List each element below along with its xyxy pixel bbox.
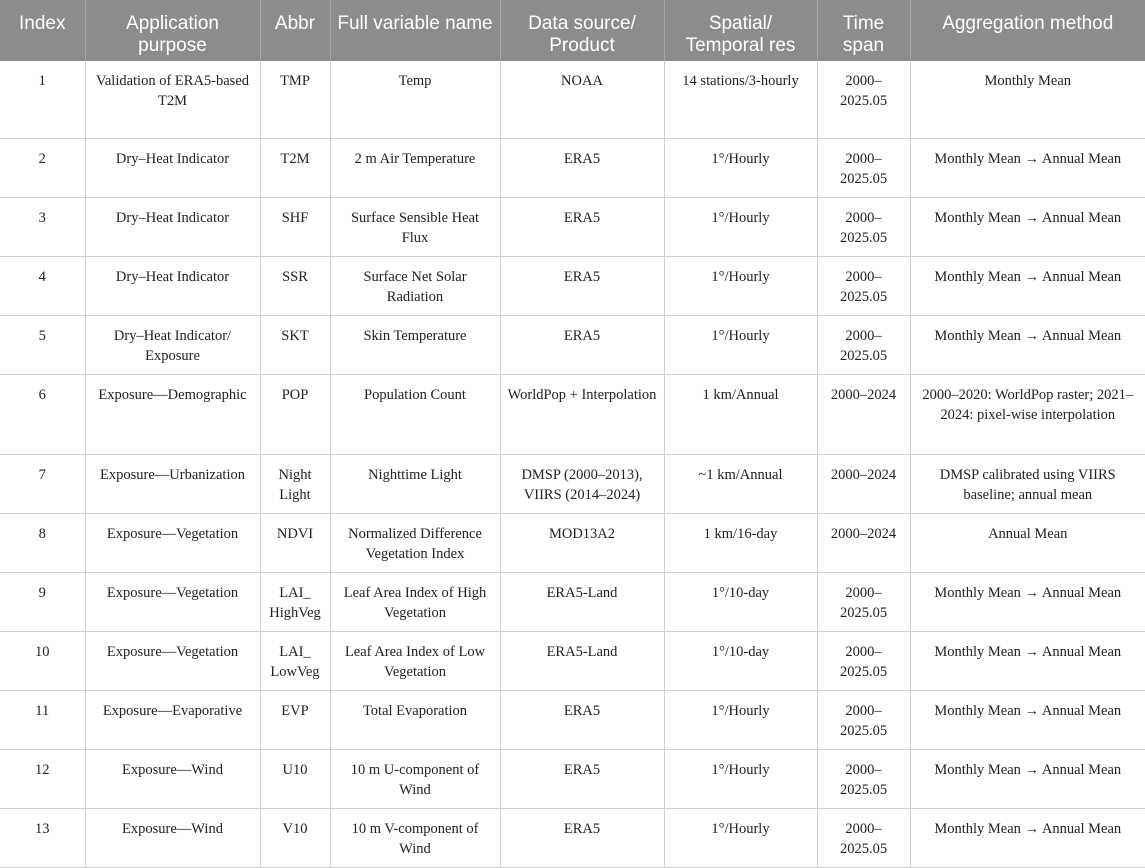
cell-index: 1 [0, 61, 85, 138]
cell-purpose: Exposure—Demographic [85, 374, 260, 454]
cell-data-source: ERA5 [500, 808, 664, 867]
cell-index: 13 [0, 808, 85, 867]
cell-index: 4 [0, 256, 85, 315]
cell-index: 6 [0, 374, 85, 454]
cell-variable-name: Surface Net Solar Radiation [330, 256, 500, 315]
cell-abbr: NDVI [260, 513, 330, 572]
cell-data-source: NOAA [500, 61, 664, 138]
cell-data-source: WorldPop + Interpolation [500, 374, 664, 454]
cell-abbr: SHF [260, 197, 330, 256]
cell-resolution: 1°/Hourly [664, 138, 817, 197]
table-row [0, 631, 1145, 690]
table-row [0, 138, 1145, 197]
table-row [0, 749, 1145, 808]
cell-purpose: Exposure—Evaporative [85, 690, 260, 749]
table-row [0, 61, 1145, 138]
cell-data-source: ERA5 [500, 138, 664, 197]
cell-index: 8 [0, 513, 85, 572]
cell-resolution: 1 km/16-day [664, 513, 817, 572]
cell-resolution: 1°/Hourly [664, 315, 817, 374]
cell-aggregation: Monthly Mean → Annual Mean [910, 631, 1145, 690]
cell-index: 9 [0, 572, 85, 631]
cell-purpose: Validation of ERA5-based T2M [85, 61, 260, 138]
cell-index: 12 [0, 749, 85, 808]
cell-data-source: ERA5-Land [500, 572, 664, 631]
cell-variable-name: Temp [330, 61, 500, 138]
cell-purpose: Exposure—Urbanization [85, 454, 260, 513]
cell-index: 5 [0, 315, 85, 374]
cell-data-source: ERA5 [500, 315, 664, 374]
cell-resolution: 1°/10-day [664, 631, 817, 690]
cell-abbr: TMP [260, 61, 330, 138]
cell-purpose: Exposure—Vegetation [85, 513, 260, 572]
table-row [0, 197, 1145, 256]
table-row [0, 374, 1145, 454]
table-row [0, 572, 1145, 631]
cell-index: 11 [0, 690, 85, 749]
cell-aggregation: DMSP calibrated using VIIRS baseline; annual mean [910, 454, 1145, 513]
table-row [0, 315, 1145, 374]
cell-purpose: Dry–Heat Indicator [85, 197, 260, 256]
cell-variable-name: Skin Temperature [330, 315, 500, 374]
cell-purpose: Dry–Heat Indicator [85, 256, 260, 315]
cell-time-span: 2000–2024 [817, 513, 910, 572]
header-full-variable-name: Full variable name [330, 0, 500, 61]
header-data-source: Data source/ Product [500, 0, 664, 61]
table-row [0, 256, 1145, 315]
cell-data-source: ERA5-Land [500, 631, 664, 690]
cell-data-source: MOD13A2 [500, 513, 664, 572]
cell-variable-name: Normalized Difference Vegetation Index [330, 513, 500, 572]
header-spatial-temporal-res: Spatial/ Temporal res [664, 0, 817, 61]
cell-variable-name: Total Evaporation [330, 690, 500, 749]
cell-abbr: LAI_ LowVeg [260, 631, 330, 690]
cell-resolution: 1°/Hourly [664, 808, 817, 867]
cell-abbr: SSR [260, 256, 330, 315]
cell-time-span: 2000–2025.05 [817, 138, 910, 197]
cell-data-source: ERA5 [500, 197, 664, 256]
cell-time-span: 2000–2025.05 [817, 690, 910, 749]
cell-abbr: LAI_ HighVeg [260, 572, 330, 631]
cell-data-source: ERA5 [500, 256, 664, 315]
header-index: Index [0, 0, 85, 61]
cell-aggregation: Monthly Mean [910, 61, 1145, 138]
header-aggregation-method: Aggregation method [910, 0, 1145, 61]
header-abbr: Abbr [260, 0, 330, 61]
cell-variable-name: Surface Sensible Heat Flux [330, 197, 500, 256]
cell-time-span: 2000–2025.05 [817, 197, 910, 256]
cell-time-span: 2000–2025.05 [817, 808, 910, 867]
cell-purpose: Exposure—Wind [85, 749, 260, 808]
cell-abbr: Night Light [260, 454, 330, 513]
cell-purpose: Exposure—Vegetation [85, 572, 260, 631]
cell-data-source: ERA5 [500, 690, 664, 749]
cell-aggregation: Monthly Mean → Annual Mean [910, 690, 1145, 749]
cell-index: 7 [0, 454, 85, 513]
cell-aggregation: Monthly Mean → Annual Mean [910, 749, 1145, 808]
cell-resolution: 1°/Hourly [664, 749, 817, 808]
cell-data-source: ERA5 [500, 749, 664, 808]
cell-variable-name: Nighttime Light [330, 454, 500, 513]
cell-variable-name: 10 m U-component of Wind [330, 749, 500, 808]
cell-aggregation: Annual Mean [910, 513, 1145, 572]
cell-time-span: 2000–2025.05 [817, 749, 910, 808]
table-row [0, 690, 1145, 749]
cell-resolution: 1 km/Annual [664, 374, 817, 454]
cell-purpose: Exposure—Wind [85, 808, 260, 867]
cell-variable-name: Leaf Area Index of High Vegetation [330, 572, 500, 631]
cell-abbr: POP [260, 374, 330, 454]
table-row [0, 513, 1145, 572]
cell-time-span: 2000–2024 [817, 454, 910, 513]
table-row [0, 454, 1145, 513]
header-application-purpose: Application purpose [85, 0, 260, 61]
cell-resolution: 14 stations/3-hourly [664, 61, 817, 138]
cell-aggregation: Monthly Mean → Annual Mean [910, 808, 1145, 867]
cell-time-span: 2000–2025.05 [817, 315, 910, 374]
cell-time-span: 2000–2024 [817, 374, 910, 454]
cell-index: 3 [0, 197, 85, 256]
header-row [0, 0, 1145, 61]
cell-resolution: 1°/10-day [664, 572, 817, 631]
cell-variable-name: Leaf Area Index of Low Vegetation [330, 631, 500, 690]
cell-index: 10 [0, 631, 85, 690]
cell-abbr: U10 [260, 749, 330, 808]
cell-aggregation: Monthly Mean → Annual Mean [910, 197, 1145, 256]
cell-purpose: Exposure—Vegetation [85, 631, 260, 690]
cell-aggregation: Monthly Mean → Annual Mean [910, 572, 1145, 631]
cell-resolution: 1°/Hourly [664, 197, 817, 256]
cell-resolution: 1°/Hourly [664, 256, 817, 315]
cell-resolution: ~1 km/Annual [664, 454, 817, 513]
cell-index: 2 [0, 138, 85, 197]
cell-purpose: Dry–Heat Indicator/ Exposure [85, 315, 260, 374]
header-time-span: Time span [817, 0, 910, 61]
cell-variable-name: 2 m Air Temperature [330, 138, 500, 197]
cell-variable-name: 10 m V-component of Wind [330, 808, 500, 867]
cell-resolution: 1°/Hourly [664, 690, 817, 749]
cell-aggregation: 2000–2020: WorldPop raster; 2021–2024: pixel-wise interpolation [910, 374, 1145, 454]
cell-abbr: EVP [260, 690, 330, 749]
cell-variable-name: Population Count [330, 374, 500, 454]
cell-aggregation: Monthly Mean → Annual Mean [910, 256, 1145, 315]
cell-time-span: 2000–2025.05 [817, 631, 910, 690]
cell-data-source: DMSP (2000–2013), VIIRS (2014–2024) [500, 454, 664, 513]
cell-time-span: 2000–2025.05 [817, 572, 910, 631]
cell-aggregation: Monthly Mean → Annual Mean [910, 138, 1145, 197]
cell-abbr: V10 [260, 808, 330, 867]
cell-time-span: 2000–2025.05 [817, 256, 910, 315]
cell-abbr: SKT [260, 315, 330, 374]
cell-time-span: 2000–2025.05 [817, 61, 910, 138]
cell-aggregation: Monthly Mean → Annual Mean [910, 315, 1145, 374]
cell-abbr: T2M [260, 138, 330, 197]
cell-purpose: Dry–Heat Indicator [85, 138, 260, 197]
table-row [0, 808, 1145, 867]
